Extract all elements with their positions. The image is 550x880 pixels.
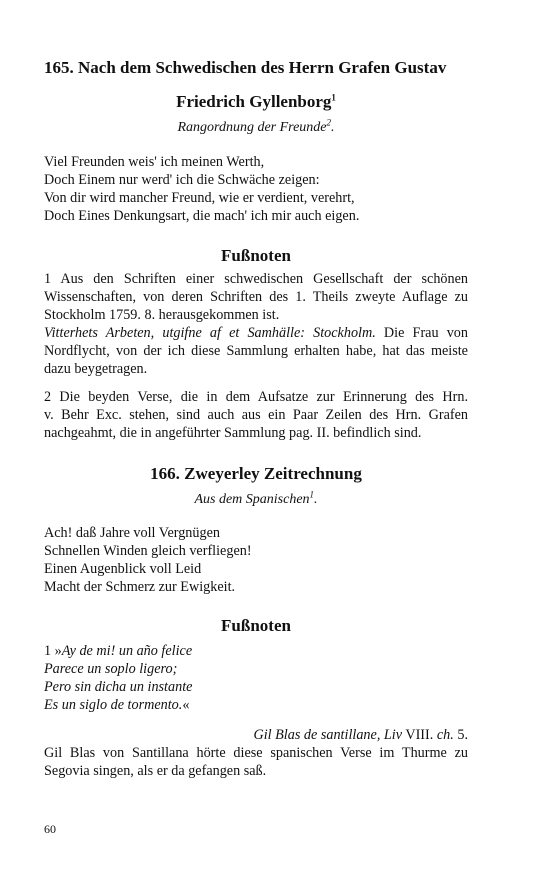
footnote-line: Wissenschaften, von deren Schriften des 1. Theils zweyte Auflage zu [44, 289, 468, 305]
poem-165-footnote-1 [44, 270, 468, 378]
spanish-verse: Ay de mi! un año felice [61, 643, 193, 659]
footnote-italic-title: Vitterhets Arbeten, utgifne af et Samhälle: Stockholm. [44, 325, 376, 341]
note-line: Gil Blas von Santillana hörte diese spanischen Verse im Thurme zu [44, 745, 468, 761]
citation-title: Gil Blas de santillane, Liv [253, 727, 403, 743]
poem-166-footnote-1 [44, 642, 468, 714]
footnote-number: 1 » [44, 643, 62, 659]
poem-165-footnote-2 [44, 388, 468, 442]
footnote-line: Stockholm 1759. 8. herausgekommen ist. [44, 307, 280, 323]
verse-line: Doch Eines Denkungsart, die mach' ich mir auch eigen. [44, 208, 360, 224]
footnote-line: nachgeahmt, die in angeführter Sammlung pag. II. befindlich sind. [44, 425, 422, 441]
poem-165-title-author: Friedrich Gyllenborg [176, 92, 332, 111]
verse-line: Doch Einem nur werd' ich die Schwäche zeigen: [44, 172, 320, 188]
footnote-line: 1 Aus den Schriften einer schwedischen Gesellschaft der schönen [44, 271, 468, 287]
note-line: Segovia singen, als er da gefangen saß. [44, 763, 267, 779]
spanish-verse: Parece un soplo ligero; [44, 661, 178, 677]
footnote-line: dazu beygetragen. [44, 361, 148, 377]
verse-line: Ach! daß Jahre voll Vergnügen [44, 525, 220, 541]
poem-166-subtitle [44, 491, 468, 509]
footnote-line: 2 Die beyden Verse, die in dem Aufsatze zur Erinnerung des Hrn. [44, 389, 468, 405]
footnote-ref-2[interactable]: 2 [326, 117, 332, 128]
book-page [44, 0, 468, 880]
citation-chapter-label: ch. [436, 727, 454, 743]
poem-165-subtitle-period: . [331, 120, 335, 135]
citation [44, 726, 468, 744]
footnote-ref-1[interactable]: 1 [309, 489, 315, 500]
footnote-line: Nordflycht, von der ich diese Sammlung erhalten habe, hat das meiste [44, 343, 468, 359]
poem-165-footnotes-heading: Fußnoten [221, 246, 291, 265]
poem-166-subtitle-text: Aus dem Spanischen [194, 492, 310, 507]
poem-165-title-line-2 [44, 91, 468, 113]
citation-book: VIII. [402, 727, 437, 743]
footnote-verse-line [44, 642, 468, 660]
verse-line: Einen Augenblick voll Leid [44, 561, 202, 577]
spanish-verse: Es un siglo de tormento. [44, 697, 183, 713]
verse-line: Von dir wird mancher Freund, wie er verdient, verehrt, [44, 190, 355, 206]
poem-166-title: 166. Zweyerley Zeitrechnung [150, 464, 362, 483]
poem-166-verses [44, 524, 468, 596]
poem-165-subtitle-text: Rangordnung der Freunde [177, 120, 327, 135]
footnote-text: Die Frau von [375, 325, 468, 341]
poem-165-title-line-1: 165. Nach dem Schwedischen des Herrn Grafen Gustav [44, 58, 447, 77]
footnote-verse-line [44, 696, 468, 714]
footnote-line [44, 324, 468, 342]
verse-line: Viel Freunden weis' ich meinen Werth, [44, 154, 265, 170]
poem-166-subtitle-period: . [314, 492, 318, 507]
citation-chapter: 5. [453, 727, 468, 743]
verse-line: Schnellen Winden gleich verfliegen! [44, 543, 252, 559]
poem-166-note [44, 744, 468, 780]
footnote-line: v. Behr Exc. stehen, sind auch aus ein Paar Zeilen des Hrn. Grafen [44, 407, 468, 423]
page-number: 60 [44, 822, 56, 836]
poem-165-subtitle [44, 119, 468, 137]
poem-165-verses [44, 153, 468, 225]
footnote-ref-1[interactable]: 1 [331, 92, 336, 103]
closing-quote: « [182, 697, 190, 713]
verse-line: Macht der Schmerz zur Ewigkeit. [44, 579, 236, 595]
poem-166-footnotes-heading: Fußnoten [221, 616, 291, 635]
spanish-verse: Pero sin dicha un instante [44, 679, 193, 695]
